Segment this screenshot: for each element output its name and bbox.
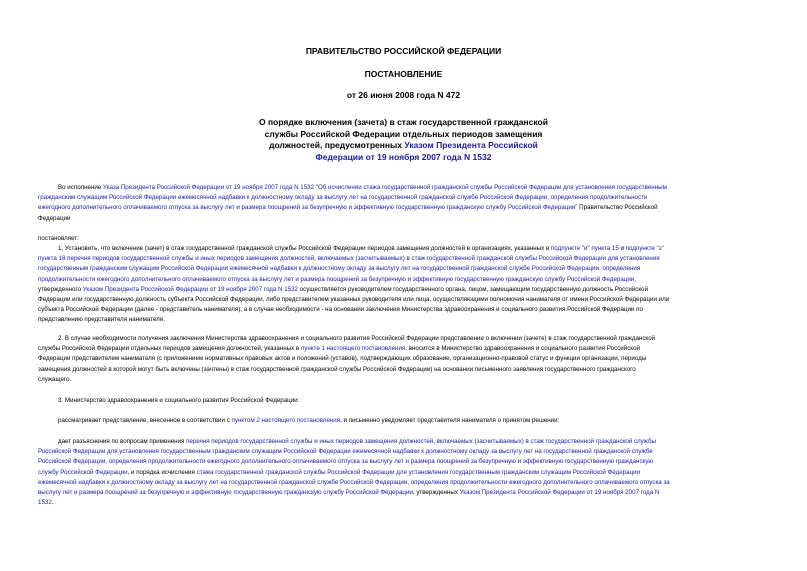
list-link[interactable]: службу Российской Федерации bbox=[38, 468, 128, 476]
subclause-link[interactable]: подпункте "з" bbox=[625, 245, 664, 252]
clause-link[interactable]: пунктом 2 настоящего постановления bbox=[231, 417, 341, 424]
subclause-link[interactable]: подпункте "и" пункта 15 bbox=[550, 245, 619, 252]
paragraph-line bbox=[38, 275, 771, 285]
paragraph-text: дает разъяснения по вопросам применения bbox=[58, 438, 187, 445]
paragraph-line: представлению представителя нанимателя. bbox=[38, 316, 165, 324]
paragraph-line bbox=[38, 437, 771, 447]
paragraph-line bbox=[38, 447, 771, 457]
paragraph-text: , и письменно уведомляет представителя нанимателя о принятом решении; bbox=[340, 417, 560, 424]
list-link[interactable]: государственным гражданским служащим Российской Федерации ежемесячной надбавки к должностному окладу за выслугу лет на государственной гражданской службе Российской Федерации, определения bbox=[38, 265, 641, 273]
clause-link[interactable]: пункте 1 настоящего постановления bbox=[300, 345, 406, 353]
paragraph-line bbox=[38, 488, 771, 498]
decree-link[interactable]: Указом Президента Российской Федерации от 19 ноября 2007 года N bbox=[459, 489, 660, 497]
paragraph-line: Федерации или государственную должность субъекта Российской Федерации, либо представителем указанных руководителя или лица, осуществляющими полномочия нанимателя от имени Российской Федерации или bbox=[38, 296, 670, 304]
paragraph-text: рассматривает представление, внесенное в соответствии с bbox=[58, 417, 232, 424]
paragraph-line: Федерации bbox=[38, 214, 71, 222]
paragraph-text: , утвержденных bbox=[412, 489, 460, 497]
paragraph-3 bbox=[38, 396, 771, 406]
paragraph-line bbox=[38, 285, 771, 295]
paragraph-line bbox=[38, 416, 771, 426]
paragraph-text: , вносится в Министерство здравоохранения и социального развития Российской bbox=[405, 345, 640, 353]
list-link[interactable]: пункта 18 перечня периодов государственной службы и иных периодов замещения должностей, включаемых (засчитываемых) в стаж государственной гражданской службы Российской Федерации для установления bbox=[38, 255, 660, 263]
paragraph-line bbox=[38, 183, 771, 193]
paragraph-line: замещения должностей в которой могут быть включены (зачтены) в стаж государственной гражданской службы Российской Федерации) на основании письменного заявления государственного гражданского bbox=[38, 365, 636, 373]
decree-link[interactable]: Федерации от 19 ноября 2007 года N 1532 bbox=[315, 151, 492, 162]
paragraph-line bbox=[38, 254, 771, 264]
paragraph-line: 3. Министерство здравоохранения и социального развития Российской Федерации: bbox=[58, 397, 300, 404]
decree-link[interactable]: Указом Президента Российской Федерации от 19 ноября 2007 года N 1532 bbox=[82, 285, 298, 293]
paragraph-3b bbox=[38, 437, 771, 508]
decree-link[interactable]: Указа Президента Российской Федерации от 19 ноября 2007 года N 1532 "Об исчислении стажа государственной гражданской службы Российской Федерации для установления государственным bbox=[103, 184, 667, 191]
paragraph-text: 1. Установить, что включение (зачет) в стаж государственной гражданской службы Российской Федерации периодов замещения должностей в организациях, указанных в bbox=[58, 245, 551, 252]
paragraph-text: Во исполнение bbox=[58, 184, 103, 191]
decree-link[interactable]: Указом Президента Российской bbox=[404, 140, 538, 150]
paragraph-line bbox=[38, 193, 771, 203]
document-title bbox=[0, 117, 807, 163]
list-link[interactable]: перечня периодов государственной службы и иных периодов замещения должностей, включаемых (засчитываемых) в стаж государственной гражданской службы bbox=[186, 438, 657, 445]
paragraph-line bbox=[38, 498, 771, 508]
procedure-link[interactable]: ежемесячной надбавки к должностному окладу за выслугу лет на государственной гражданской службе Российской Федерации, определения продолжительности ежегодного дополнительного оплачиваемого отпуска за bbox=[38, 478, 670, 486]
paragraph-line bbox=[38, 457, 771, 467]
title-line: О порядке включения (зачета) в стаж государственной гражданской bbox=[259, 117, 548, 127]
paragraph-line bbox=[38, 264, 771, 274]
paragraph-text: осуществляется руководителем государственного органа, лицом, замещающим государственную должность Российской bbox=[298, 285, 649, 293]
paragraph-text: и bbox=[618, 245, 626, 252]
decree-link[interactable]: гражданским служащим Российской Федерации ежемесячной надбавки к должностному окладу за выслугу лет на государственной гражданской службе Российской Федерации, определения продолжительности bbox=[38, 194, 648, 202]
paragraph-line bbox=[38, 244, 771, 254]
decree-link[interactable]: 1532 bbox=[38, 499, 52, 507]
title-line bbox=[0, 140, 807, 152]
paragraph-line: субъекта Российской Федерации (далее - представитель нанимателя), а в случае необходимости - на основании заключения Министерства здравоохранения и социального развития Российской Федерации по bbox=[38, 306, 643, 314]
title-line bbox=[0, 152, 807, 164]
procedure-link[interactable]: стажа государственной гражданской службы Российской Федерации для установления государственным гражданским служащим Российской Федерации bbox=[196, 468, 641, 476]
document-type-heading: ПОСТАНОВЛЕНИЕ bbox=[364, 69, 443, 79]
date-number-heading: от 26 июня 2008 года N 472 bbox=[346, 90, 461, 100]
title-line: службы Российской Федерации отдельных периодов замещения bbox=[264, 128, 543, 139]
paragraph-text: утвержденного bbox=[38, 285, 83, 293]
paragraph-3a bbox=[38, 416, 771, 426]
paragraph-text: , и порядка исчисления bbox=[127, 468, 197, 476]
paragraph-2 bbox=[38, 334, 771, 385]
paragraph-line: служащего. bbox=[38, 375, 72, 383]
decree-word: постановляет: bbox=[38, 235, 79, 242]
paragraph-line bbox=[38, 203, 771, 213]
procedure-link[interactable]: выслугу лет и размера поощрений за безупречную и эффективную государственную гражданскую службу Российской Федерации bbox=[38, 489, 413, 497]
paragraph-line bbox=[38, 468, 771, 478]
paragraph-1 bbox=[38, 244, 771, 326]
paragraph-text: службы Российской Федерации отдельных периодов замещения должностей, указанных в bbox=[38, 345, 301, 353]
title-text: должностей, предусмотренных bbox=[269, 140, 405, 150]
paragraph-line: Федерации представителем нанимателя (с приложением нормативных правовых актов и положений (уставов), подтверждающих образование, организационно-правовой статус и функции организации, периоды bbox=[38, 355, 647, 363]
paragraph-line bbox=[38, 344, 771, 354]
list-link[interactable]: Российской Федерации для установления государственным гражданским служащим Российской Федерации ежемесячной надбавки к должностному окладу за выслугу лет на государственной гражданской службе bbox=[38, 448, 653, 456]
paragraph-text: Правительство Российской bbox=[577, 204, 658, 212]
list-link[interactable]: Российской Федерации, определения продолжительности ежегодного дополнительного оплачиваемого отпуска за выслугу лет и размера поощрений за безупречную и эффективную государственную гражданскую bbox=[38, 458, 654, 466]
intro-paragraph bbox=[38, 183, 771, 224]
paragraph-text: . bbox=[51, 499, 54, 507]
decree-link[interactable]: ежегодного дополнительного оплачиваемого отпуска за выслугу лет и размера поощрений за безупречную и эффективную государственную гражданскую службу Российской Федерации" bbox=[38, 204, 578, 212]
paragraph-line bbox=[38, 478, 771, 488]
paragraph-line: 2. В случае необходимости получения заключения Министерства здравоохранения и социального развития Российской Федерации представление о включении (зачете) в стаж государственной гражданской bbox=[58, 335, 656, 342]
government-heading: ПРАВИТЕЛЬСТВО РОССИЙСКОЙ ФЕДЕРАЦИИ bbox=[305, 46, 502, 56]
list-link[interactable]: продолжительности ежегодного дополнительного оплачиваемого отпуска за выслугу лет и размера поощрений за безупречную и эффективную государственную гражданскую службу Российской Федерации, bbox=[38, 275, 636, 283]
